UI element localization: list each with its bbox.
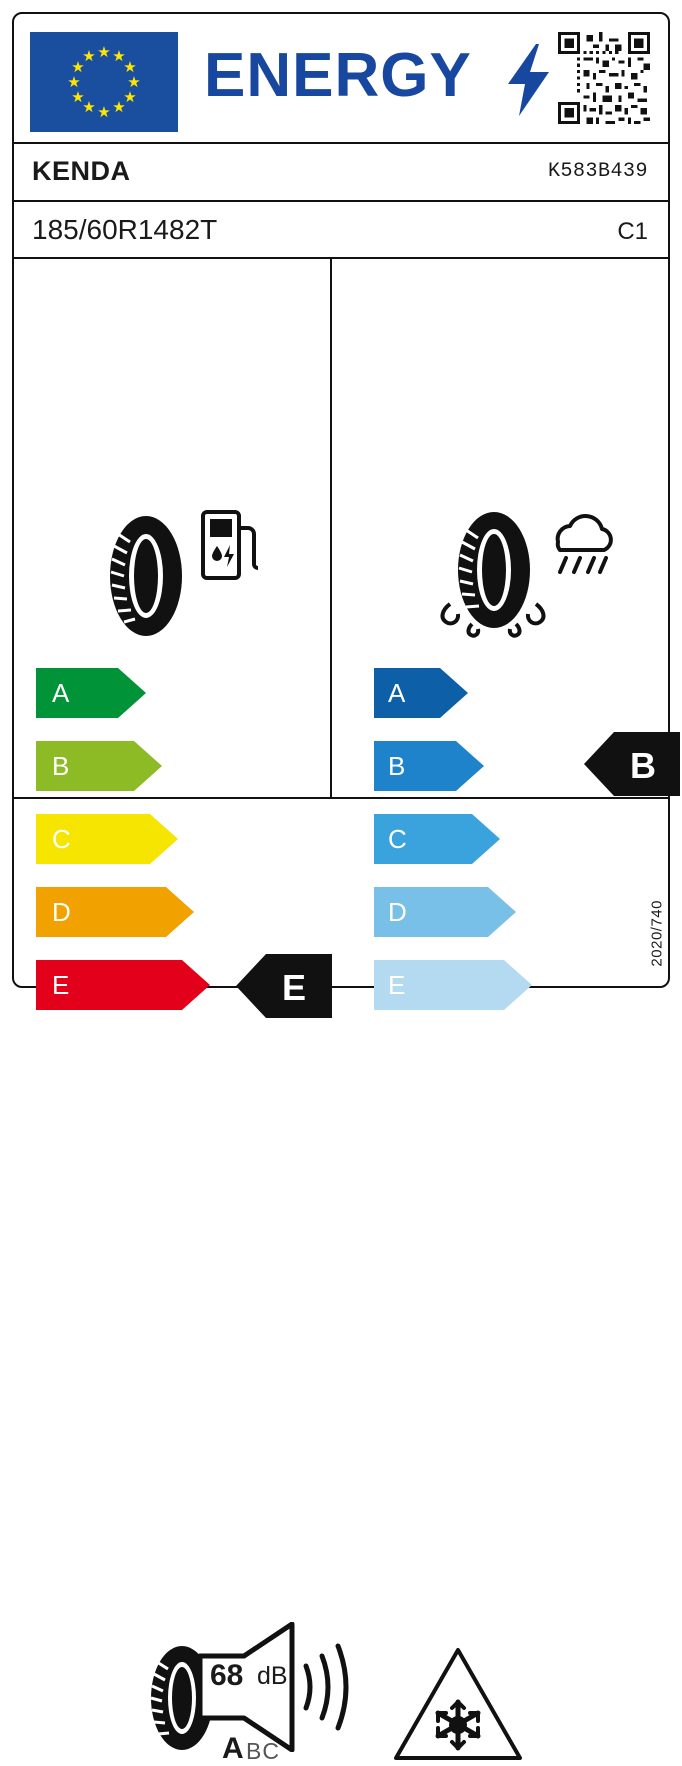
eu-star-icon: ★ bbox=[97, 103, 111, 121]
qr-code-icon bbox=[558, 32, 650, 124]
tyre-class: C1 bbox=[617, 218, 648, 245]
rain-cloud-icon bbox=[542, 506, 622, 586]
wet-grade-b[interactable] bbox=[374, 741, 484, 791]
eu-star-icon: ★ bbox=[82, 99, 96, 117]
divider-header bbox=[14, 142, 668, 144]
fuel-grade-a-label: A bbox=[52, 678, 70, 708]
noise-and-snow-panel bbox=[14, 804, 668, 1765]
eu-star-icon: ★ bbox=[97, 43, 111, 61]
page-title: ENERGY bbox=[204, 41, 472, 110]
wet-grade-b-label: B bbox=[388, 751, 406, 781]
noise-value: 68 bbox=[210, 1659, 244, 1692]
eu-star-icon: ★ bbox=[71, 88, 85, 106]
noise-class-selected: A bbox=[222, 1732, 244, 1765]
eu-star-icon: ★ bbox=[123, 88, 137, 106]
fuel-grade-a[interactable] bbox=[36, 668, 146, 718]
eu-flag-icon bbox=[30, 32, 178, 132]
wet-grade-d-label: D bbox=[388, 897, 407, 927]
fuel-pump-icon bbox=[199, 506, 261, 586]
wet-grade-e-label: E bbox=[388, 970, 406, 1000]
date-code: 2020/740 bbox=[649, 900, 666, 967]
noise-unit: dB bbox=[257, 1662, 288, 1690]
wet-grade-a-label: A bbox=[388, 678, 406, 708]
lightning-bolt-icon bbox=[506, 44, 550, 116]
wet-result-badge bbox=[584, 732, 680, 796]
wet-result-label: B bbox=[630, 745, 656, 786]
eu-star-icon: ★ bbox=[67, 73, 81, 91]
eu-star-icon: ★ bbox=[112, 47, 126, 65]
fuel-grade-b[interactable] bbox=[36, 741, 162, 791]
eu-star-icon: ★ bbox=[71, 58, 85, 76]
energy-label-card bbox=[12, 12, 670, 1765]
noise-class-others: BC bbox=[246, 1738, 280, 1764]
eu-star-icon: ★ bbox=[127, 73, 141, 91]
label-header bbox=[14, 14, 668, 142]
fuel-grade-d-label: D bbox=[52, 897, 71, 927]
tyre-size: 185/60R1482T bbox=[32, 214, 218, 245]
eu-star-icon: ★ bbox=[123, 58, 137, 76]
fuel-grade-e-label: E bbox=[52, 970, 70, 1000]
eu-star-icon: ★ bbox=[112, 99, 126, 117]
snowflake-mountain-icon bbox=[392, 1644, 524, 1764]
sku-code: K583B439 bbox=[547, 160, 648, 183]
wet-grade-a[interactable] bbox=[374, 668, 468, 718]
tyre-icon bbox=[94, 512, 198, 640]
wet-grade-c-label: C bbox=[388, 824, 407, 854]
fuel-result-label: E bbox=[282, 967, 307, 1008]
fuel-grade-c-label: C bbox=[52, 824, 71, 854]
brand-name: KENDA bbox=[32, 156, 131, 186]
divider-brand bbox=[14, 200, 668, 202]
fuel-grade-b-label: B bbox=[52, 751, 70, 781]
tyre-with-water-icon bbox=[432, 512, 552, 640]
eu-star-icon: ★ bbox=[82, 47, 96, 65]
